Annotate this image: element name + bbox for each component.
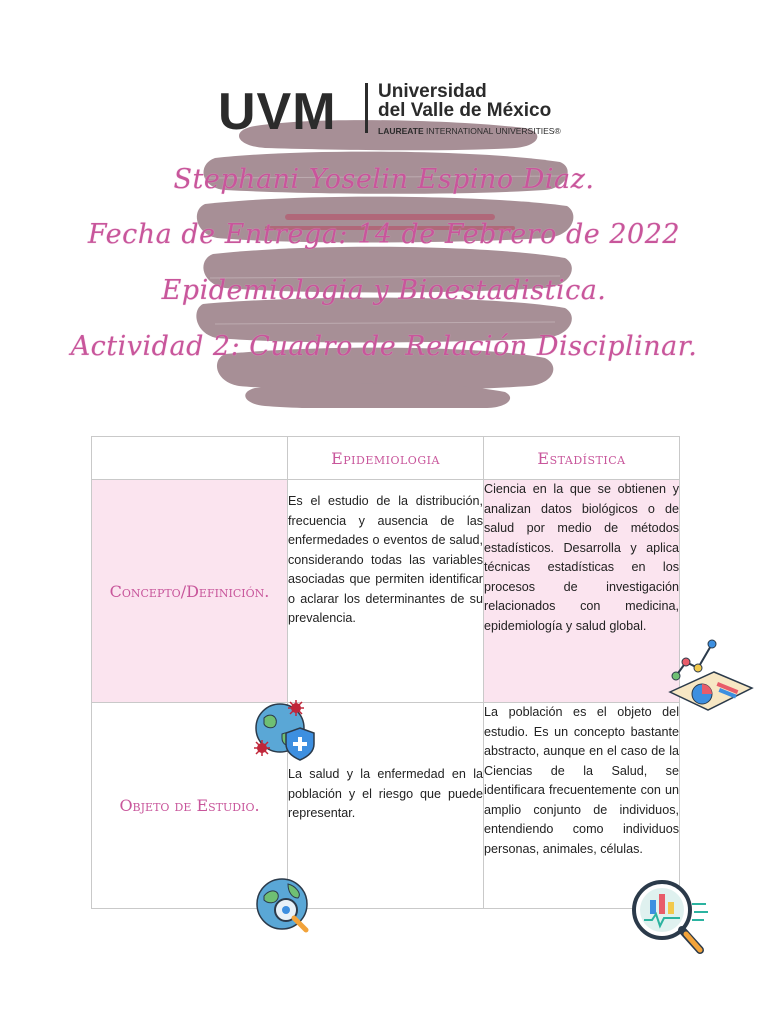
uvm-logo xyxy=(218,80,561,142)
cell-objeto-estadistica: La población es el objeto del estudio. Es un concepto bastante abstracto, aunque en el caso de la Ciencias de la Salud, se identificara frecuentemente con un amplio conjunto de individuos, entendiendo como individuos personas, animales, células. xyxy=(484,703,680,909)
logo-divider xyxy=(365,83,368,133)
cell-concepto-epidemiologia: Es el estudio de la distribución, frecuencia y ausencia de las enfermedades o eventos de salud, considerando todas las variables asociadas que permiten identificar o aclarar los determinantes de su prevalencia. xyxy=(288,480,484,703)
student-name: Stephani Yoselin Espino Diaz. xyxy=(173,164,595,195)
relation-table xyxy=(91,436,680,909)
brush-background xyxy=(195,118,575,408)
cell-concepto-estadistica: Ciencia en la que se obtienen y analizan datos biológicos o de salud por medio de métodos estadísticos. Desarrolla y aplica técnicas estadísticas en los procesos de investigación relacionados con medicina, epidemiología y salud global. xyxy=(484,480,680,703)
globe-virus-shield-icon xyxy=(250,698,322,764)
row-label-objeto: Objeto de Estudio. xyxy=(92,703,288,909)
header-empty xyxy=(92,437,288,480)
course-name: Epidemiologia y Bioestadistica. xyxy=(161,275,607,306)
delivery-date: Fecha de Entrega: 14 de Febrero de 2022 xyxy=(87,219,681,250)
table-row xyxy=(92,480,680,703)
laureate-bold: LAUREATE xyxy=(378,126,424,136)
table-header-row xyxy=(92,437,680,480)
chart-report-icon xyxy=(666,636,754,716)
header-epidemiologia: Epidemiologia xyxy=(288,437,484,480)
activity-title: Actividad 2: Cuadro de Relación Disciplinar. xyxy=(70,331,698,362)
table-row xyxy=(92,703,680,909)
logo-laureate xyxy=(378,126,561,136)
laureate-rest: INTERNATIONAL UNIVERSITIES® xyxy=(423,126,561,136)
logo-uvm-text: UVM xyxy=(218,83,337,141)
logo-university-line1: Universidad xyxy=(378,81,487,102)
logo-university-line2: del Valle de México xyxy=(378,100,552,121)
header-estadistica: Estadística xyxy=(484,437,680,480)
globe-search-icon xyxy=(254,876,314,936)
cell-objeto-epidemiologia: La salud y la enfermedad en la población y el riesgo que puede representar. xyxy=(288,703,484,909)
magnifier-chart-icon xyxy=(630,878,710,960)
row-label-concepto: Concepto/Definición. xyxy=(92,480,288,703)
